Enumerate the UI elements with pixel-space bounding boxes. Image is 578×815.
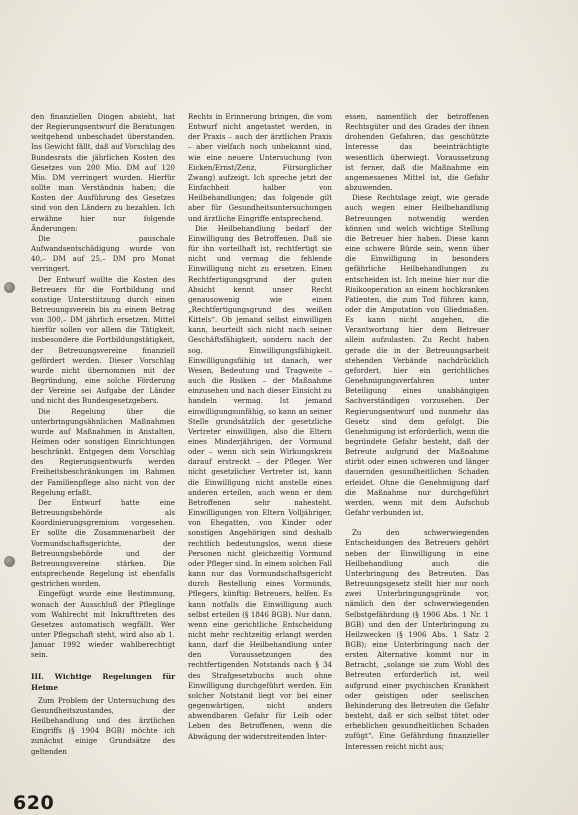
paragraph: Die Regelung über die unterbringungsähnlichen Maßnahmen wurde auf Maßnahmen in Anstalten, Heimen oder sonstigen Einrichtungen beschränkt. Entgegen dem Vorschlag des Regierungsentwurfs werden Freiheitsbeschränkungen im Rahmen der Familienpflege also nicht von der Regelung erfaßt. xyxy=(31,406,175,497)
paragraph: Die Heilbehandlung bedarf der Einwilligung des Betroffenen. Daß sie für ihn vorteilhaft ist, rechtfertigt sie nicht und vermag die fehlende Einwilligung nicht zu ersetzen. Einen Rechtfertigungsgrund der guten Absicht kennt unser Recht genausowenig wie einen „Rechtfertigungsgrund des weißen Kittels“. Ob jemand selbst einwilligen kann, beurteilt sich nicht nach seiner Geschäftsfähigkeit, sondern nach der sog. Einwilligungsfähigkeit. Einwilligungsfähig ist danach, wer Wesen, Bedeutung und Tragweite – auch die Risiken – der Maßnahme einzusehen und nach dieser Einsicht zu handeln vermag. Ist jemand einwilligungsunfähig, so kann an seiner Stelle grundsätzlich der gesetzliche Vertreter einwilligen, also die Eltern eines Minderjährigen, der Vormund oder – wenn sich sein Wirkungskreis darauf erstreckt – der Pfleger. Wer nicht gesetzlicher Vertreter ist, kann die Einwilligung nicht anstelle eines anderen erteilen, auch wenn er dem Betroffenen sehr nahesteht. Einwilligungen von Eltern Volljähriger, von Ehegatten, von Kinder oder sonstigen Angehörigen sind deshalb rechtlich bedeutungslos, wenn diese Personen nicht gleichzeitig Vormund oder Pfleger sind. In einem solchen Fall kann nur das Vormundschaftsgericht durch Bestellung eines Vormunds, Pflegers, künftig: Betreuers, helfen. Es kann notfalls die Einwilligung auch selbst erteilen (§ 1846 BGB). Nur dann, wenn eine gerichtliche Entscheidung nicht mehr rechtzeitig erlangt werden kann, darf die Heilbehandlung unter den Voraussetzungen des rechtfertigenden Notstands nach § 34 des Strafgesetzbuchs auch ohne Einwilligung durchgeführt werden. Ein solcher Notstand liegt vor bei einer gegenwärtigen, nicht anders abwendbaren Gefahr für Leib oder Leben des Betroffenen, wenn die Abwägung der widerstreitenden Inter- xyxy=(188,223,332,741)
text-column-middle xyxy=(188,112,332,742)
paragraph: Diese Rechtslage zeigt, wie gerade auch wegen einer Heilbehandlung Betreuungen notwendig werden können und welch wichtige Stellung die Betreuer hier haben. Diese kann eine schwere Bürde sein, wenn über die Einwilligung in besonders gefährliche Heilbehandlungen zu entscheiden ist. Ich meine hier nur die Risikooperation an einem hochkranken Patienten, die zum Tod führen kann, oder die Amputation von Gliedmaßen. Es kann nicht angehen, die Verantwortung hier dem Betreuer allein aufzulasten. Zu Recht haben gerade die in der Betreuungsarbeit stehenden Verbände nachdrücklich gefordert, hier ein gerichtliches Genehmigungsverfahren unter Beteiligung eines unabhängigen Sachverständigen vorzusehen. Der Regierungsentwurf und nunmehr das Gesetz sind dem gefolgt. Die Genehmigung ist erforderlich, wenn die begründete Gefahr besteht, daß der Betreute aufgrund der Maßnahme stirbt oder einen schweren und länger dauernden gesundheitlichen Schaden erleidet. Ohne die Genehmigung darf die Maßnahme nur durchgeführt werden, wenn mit dem Aufschub Gefahr verbunden ist. xyxy=(345,193,489,518)
paragraph: Zum Problem der Untersuchung des Gesundheitszustandes, der Heilbehandlung und des ärztlichen Eingriffs (§ 1904 BGB) möchte ich zunächst einige Grundsätze des geltenden xyxy=(31,695,175,756)
punch-hole xyxy=(4,282,15,293)
paragraph: Der Entwurf hatte eine Betreuungsbehörde als Koordinierungsgremium vorgesehen. Er sollte die Zusammenarbeit der Vormundschaftsgerichte, der Betreuungsbehörde und der Betreuungsvereine stärken. Die entsprechende Regelung ist ebenfalls gestrichen worden. xyxy=(31,497,175,589)
paragraph: Eingefügt wurde eine Bestimmung, wonach der Ausschluß der Pfleglinge vom Wahlrecht mit Inkrafttreten des Gesetzes automatisch wegfällt. Wer unter Pflegschaft steht, wird also ab 1. Januar 1992 wieder wahlberechtigt sein. xyxy=(31,589,175,660)
paragraph: essen, namentlich der betroffenen Rechtsgüter und des Grades der ihnen drohenden Gefahren, das geschützte Interesse das beeinträchtigte wesentlich überwiegt. Voraussetzung ist ferner, daß die Maßnahme ein angemessenes Mittel ist, die Gefahr abzuwenden. xyxy=(345,112,489,193)
punch-hole xyxy=(4,556,15,567)
paragraph: Rechts in Erinnerung bringen, die vom Entwurf nicht angetastet werden, in der Praxis – auch der ärztlichen Praxis – aber vielfach noch unbekannt sind, wie eine neuere Untersuchung (von Eicken/Ernst/Zenz, Fürsorglicher Zwang) aufzeigt. Ich spreche jetzt der Einfachheit halber von Heilbehandlungen; das folgende gilt aber für Gesundheitsuntersuchungen und ärztliche Eingriffe entsprechend. xyxy=(188,112,332,223)
section-heading: III. Wichtige Regelungen für Heime xyxy=(31,672,175,692)
paragraph: den finanziellen Dingen absieht, hat der Regierungsentwurf die Beratungen weitgehend unbeschadet überstanden. Ins Gewicht fällt, daß auf Vorschlag des Bundesrats die jährlichen Kosten des Gesetzes von 200 Mio. DM auf 120 Mio. DM verringert wurden. Hierfür sollte man Verständnis haben; die Kosten der Ausführung des Gesetzes sind von den Ländern zu bezahlen. Ich erwähne hier nur folgende Änderungen: xyxy=(31,112,175,233)
text-column-left xyxy=(31,112,175,757)
page-number: 620 xyxy=(13,792,55,814)
paragraph: Die pauschale Aufwandsentschädigung wurde von 40,– DM auf 25,– DM pro Monat verringert. xyxy=(31,233,175,274)
paragraph: Der Entwurf wollte die Kosten des Betreuers für die Fortbildung und sonstige Unterstützung durch einen Betreuungsverein bis zu einem Betrag von 300,– DM jährlich ersetzen. Mittel hierfür sollen vor allem die Tätigkeit, insbesondere die Fortbildungstätigkeit, der Betreuungsvereine finanziell gefördert werden. Dieser Vorschlag wurde nicht übernommen mit der Begründung, eine solche Förderung der Vereine sei Aufgabe der Länder und nicht des Bundesgesetzgebers. xyxy=(31,274,175,406)
paragraph: Zu den schwerwiegenden Entscheidungen des Betreuers gehört neben der Einwilligung in eine Heilbehandlung auch die Unterbringung des Betreuten. Das Betreuungsgesetz stellt hier nur noch zwei Unterbringungsgründe vor, nämlich den der schwerwiegenden Selbstgefährdung (§ 1906 Abs. 1 Nr. 1 BGB) und den der Unterbringung zu Heilzwecken (§ 1906 Abs. 1 Satz 2 BGB); eine Unterbringung nach der ersten Alternative kommt nur in Betracht, „solange sie zum Wohl des Betreuten erforderlich ist, weil aufgrund einer psychischen Krankheit oder geistigen oder seelischen Behinderung des Betreuten die Gefahr besteht, daß er sich selbst tötet oder erheblichen gesundheitlichen Schaden zufügt“. Eine Gefährdung finanzieller Interessen reicht nicht aus; xyxy=(345,528,489,751)
text-column-right xyxy=(345,112,489,752)
